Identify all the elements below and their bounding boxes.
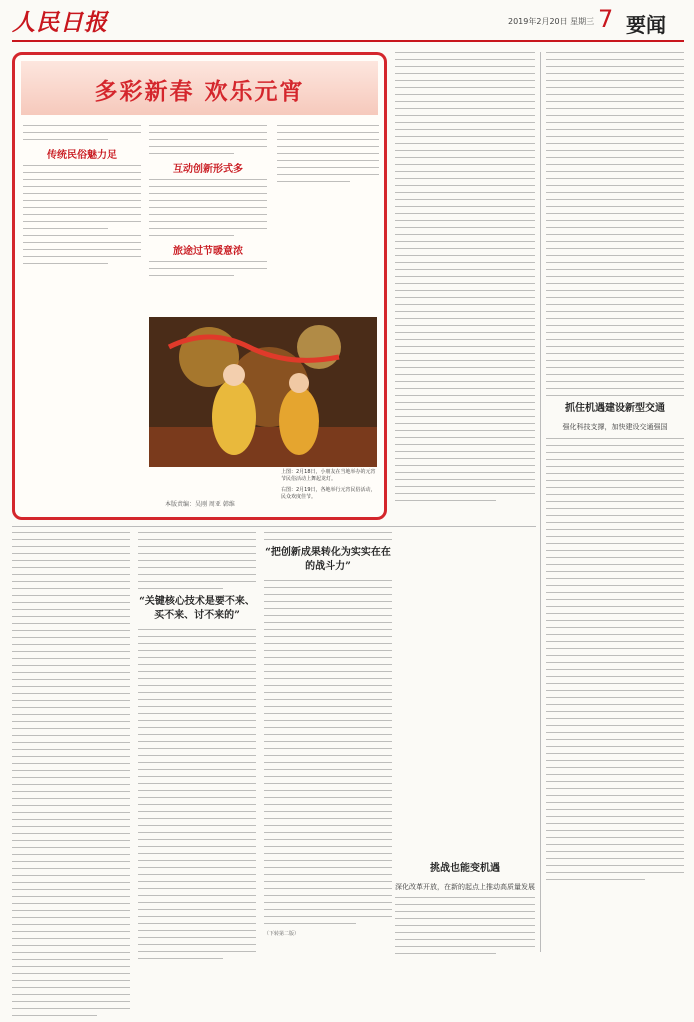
- feature-column-2: [149, 125, 267, 282]
- lower-article-4: [395, 860, 535, 960]
- feature-subhead-1: 传统民俗魅力足: [47, 150, 117, 161]
- masthead: [0, 0, 694, 38]
- feature-column-1: [23, 125, 141, 270]
- continued-note: （下转第二版）: [264, 931, 300, 937]
- subheadline-4: 深化改革开放，在新的起点上推动高质量发展: [395, 883, 535, 891]
- lower-column-2: [138, 532, 256, 965]
- masthead-rule: [12, 40, 684, 42]
- festival-photo: [149, 317, 377, 467]
- photo-caption-1: 上图：2月18日，小朋友在当地举办的元宵节民俗活动上舞起龙灯。: [281, 469, 376, 482]
- column-divider: [540, 52, 541, 952]
- photo-caption-2: 右图：2月19日，各地举行元宵民俗活动，民众欢度佳节。: [281, 487, 376, 500]
- page-number: 7: [598, 5, 614, 33]
- headline-1: “把创新成果转化为实实在在的战斗力”: [265, 547, 391, 572]
- feature-subhead-2: 互动创新形式多: [173, 164, 243, 175]
- right-column-1: [395, 52, 535, 507]
- subheadline-3: 强化科技支撑，加快建设交通强国: [562, 423, 668, 431]
- lower-column-3: [264, 532, 392, 937]
- feature-subhead-3: 旅途过节暖意浓: [173, 246, 243, 257]
- right-column-2: [546, 52, 684, 886]
- feature-title: 多彩新春 欢乐元宵: [94, 78, 305, 105]
- feature-box: [12, 52, 387, 520]
- feature-column-3: [277, 125, 379, 188]
- lower-column-1: [12, 532, 130, 1022]
- headline-2: “关键核心技术是要不来、买不来、讨不来的”: [139, 596, 255, 621]
- feature-byline: 本版责编：吴刚 周亚 韩维: [165, 501, 235, 508]
- headline-3: 抓住机遇建设新型交通: [565, 403, 665, 414]
- issue-date: 2019年2月20日 星期三: [508, 17, 595, 26]
- page-title: 要闻: [626, 13, 666, 37]
- feature-banner: [21, 61, 378, 115]
- newspaper-logo: 人民日报: [12, 9, 108, 36]
- section-rule: [12, 526, 536, 527]
- headline-4: 挑战也能变机遇: [430, 863, 500, 874]
